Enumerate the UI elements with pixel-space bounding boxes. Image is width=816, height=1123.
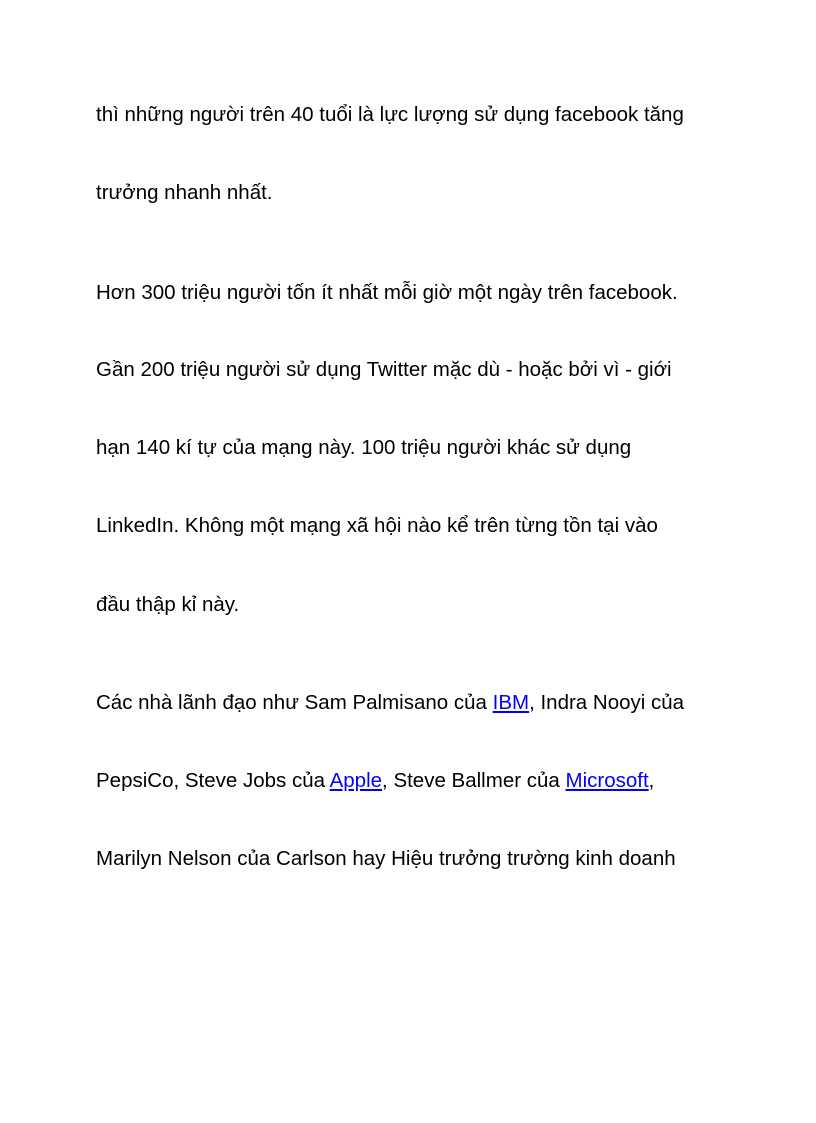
text-line: LinkedIn. Không một mạng xã hội nào kể trên từng tồn tại vào [96, 514, 658, 537]
link-ibm[interactable]: IBM [492, 691, 530, 714]
text-segment: , Indra Nooyi của [529, 691, 685, 714]
text-line: trưởng nhanh nhất. [96, 181, 273, 204]
text-line: Marilyn Nelson của Carlson hay Hiệu trưởng trường kinh doanh [96, 847, 676, 870]
text-line: thì những người trên 40 tuổi là lực lượng sử dụng facebook tăng [96, 103, 684, 126]
text-line [96, 769, 654, 793]
text-segment: , Steve Ballmer của [382, 769, 566, 792]
text-line [96, 691, 684, 715]
text-segment: , [648, 769, 655, 792]
text-line: Hơn 300 triệu người tốn ít nhất mỗi giờ một ngày trên facebook. [96, 281, 678, 304]
text-segment: PepsiCo, Steve Jobs của [96, 769, 330, 792]
text-line: Gần 200 triệu người sử dụng Twitter mặc dù - hoặc bởi vì - giới [96, 358, 672, 381]
text-line: đầu thập kỉ này. [96, 593, 240, 616]
link-apple[interactable]: Apple [329, 769, 383, 792]
link-microsoft[interactable]: Microsoft [565, 769, 649, 792]
text-segment: Các nhà lãnh đạo như Sam Palmisano của [96, 691, 493, 714]
text-line: hạn 140 kí tự của mạng này. 100 triệu người khác sử dụng [96, 436, 632, 459]
